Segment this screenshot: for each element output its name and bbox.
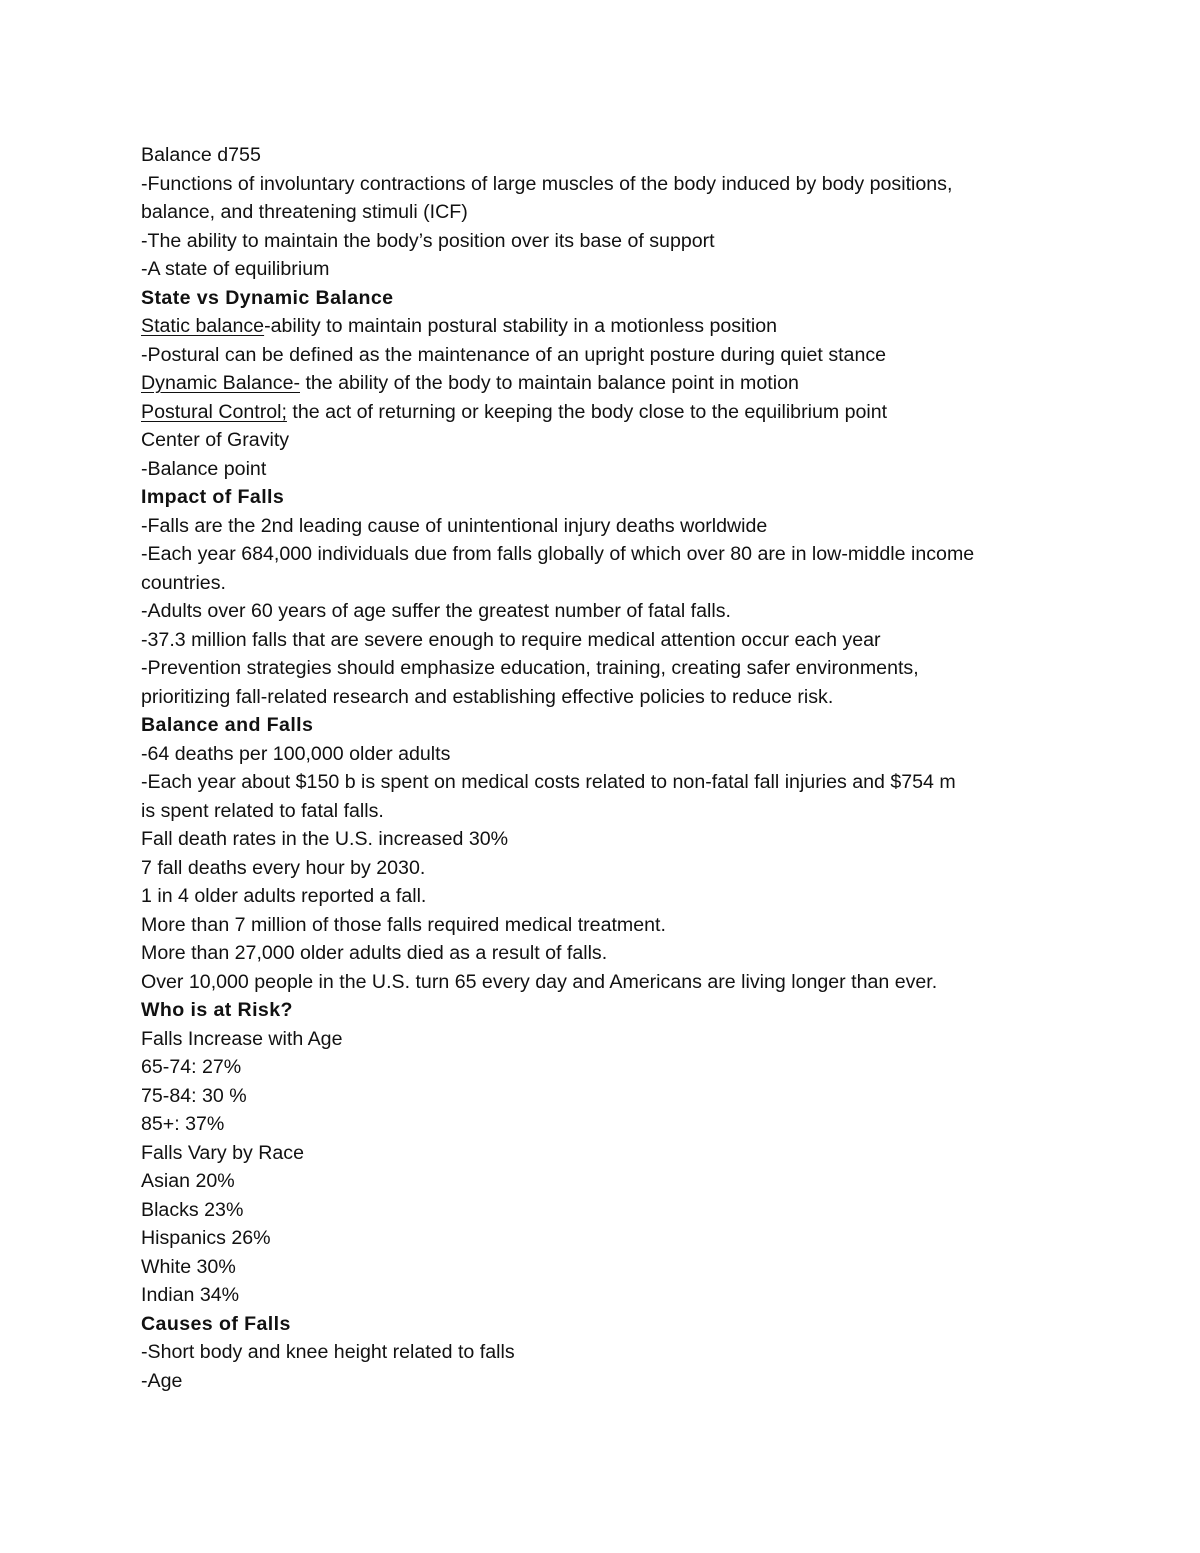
text-line: countries.	[141, 571, 226, 594]
section-heading: State vs Dynamic Balance	[141, 286, 394, 309]
section-heading: Balance and Falls	[141, 714, 314, 736]
text-line: Hispanics 26%	[141, 1227, 271, 1249]
text-line: Over 10,000 people in the U.S. turn 65 every day and Americans are living longer than ever.	[141, 970, 938, 993]
text-line: Fall death rates in the U.S. increased 30%	[141, 828, 509, 850]
document-page	[141, 141, 1081, 1395]
text-line: -Functions of involuntary contractions of large muscles of the body induced by body positions,	[141, 172, 953, 195]
definition-text: the ability of the body to maintain balance point in motion	[300, 372, 799, 394]
text-line: -Short body and knee height related to falls	[141, 1341, 515, 1363]
definition-line	[141, 312, 1081, 341]
text-line: 7 fall deaths every hour by 2030.	[141, 856, 426, 879]
text-line: -The ability to maintain the body’s position over its base of support	[141, 229, 715, 252]
text-line: -64 deaths per 100,000 older adults	[141, 742, 451, 765]
text-line: -Prevention strategies should emphasize education, training, creating safer environments,	[141, 657, 919, 679]
definition-term: Postural Control;	[141, 400, 287, 423]
text-line: 1 in 4 older adults reported a fall.	[141, 885, 427, 907]
text-line: More than 27,000 older adults died as a result of falls.	[141, 942, 608, 964]
text-line: Asian 20%	[141, 1170, 235, 1192]
text-line: Falls Vary by Race	[141, 1141, 304, 1164]
text-line: is spent related to fatal falls.	[141, 799, 384, 822]
text-line: -Each year about $150 b is spent on medical costs related to non-fatal fall injuries and $754 m	[141, 771, 956, 793]
section-heading: Who is at Risk?	[141, 999, 293, 1021]
text-line: -Age	[141, 1369, 183, 1392]
text-line: White 30%	[141, 1255, 236, 1278]
definition-line	[141, 369, 1081, 398]
text-line: Blacks 23%	[141, 1198, 244, 1221]
text-line: Indian 34%	[141, 1284, 240, 1306]
text-line: -37.3 million falls that are severe enough to require medical attention occur each year	[141, 628, 881, 651]
definition-text: the act of returning or keeping the body close to the equilibrium point	[286, 400, 888, 423]
text-line: Falls Increase with Age	[141, 1027, 343, 1050]
text-line: Center of Gravity	[141, 429, 290, 451]
text-line: -Each year 684,000 individuals due from falls globally of which over 80 are in low-middle income	[141, 543, 975, 565]
section-heading: Causes of Falls	[141, 1312, 291, 1335]
text-line: More than 7 million of those falls required medical treatment.	[141, 913, 666, 936]
document-title: Balance d755	[141, 144, 261, 166]
text-line: -Postural can be defined as the maintenance of an upright posture during quiet stance	[141, 343, 887, 366]
text-line: 75-84: 30 %	[141, 1084, 247, 1107]
text-line: prioritizing fall-related research and establishing effective policies to reduce risk.	[141, 685, 834, 708]
text-line: -Balance point	[141, 457, 267, 480]
text-line: 65-74: 27%	[141, 1056, 242, 1078]
definition-line	[141, 398, 1081, 427]
text-line: balance, and threatening stimuli (ICF)	[141, 201, 468, 223]
text-line: -A state of equilibrium	[141, 258, 330, 280]
definition-text: -ability to maintain postural stability in a motionless position	[264, 315, 778, 337]
text-line: -Adults over 60 years of age suffer the greatest number of fatal falls.	[141, 600, 731, 622]
text-line: -Falls are the 2nd leading cause of unintentional injury deaths worldwide	[141, 514, 768, 537]
section-heading: Impact of Falls	[141, 486, 285, 508]
definition-term: Static balance	[141, 315, 265, 337]
definition-term: Dynamic Balance-	[141, 372, 300, 394]
text-line: 85+: 37%	[141, 1113, 225, 1135]
